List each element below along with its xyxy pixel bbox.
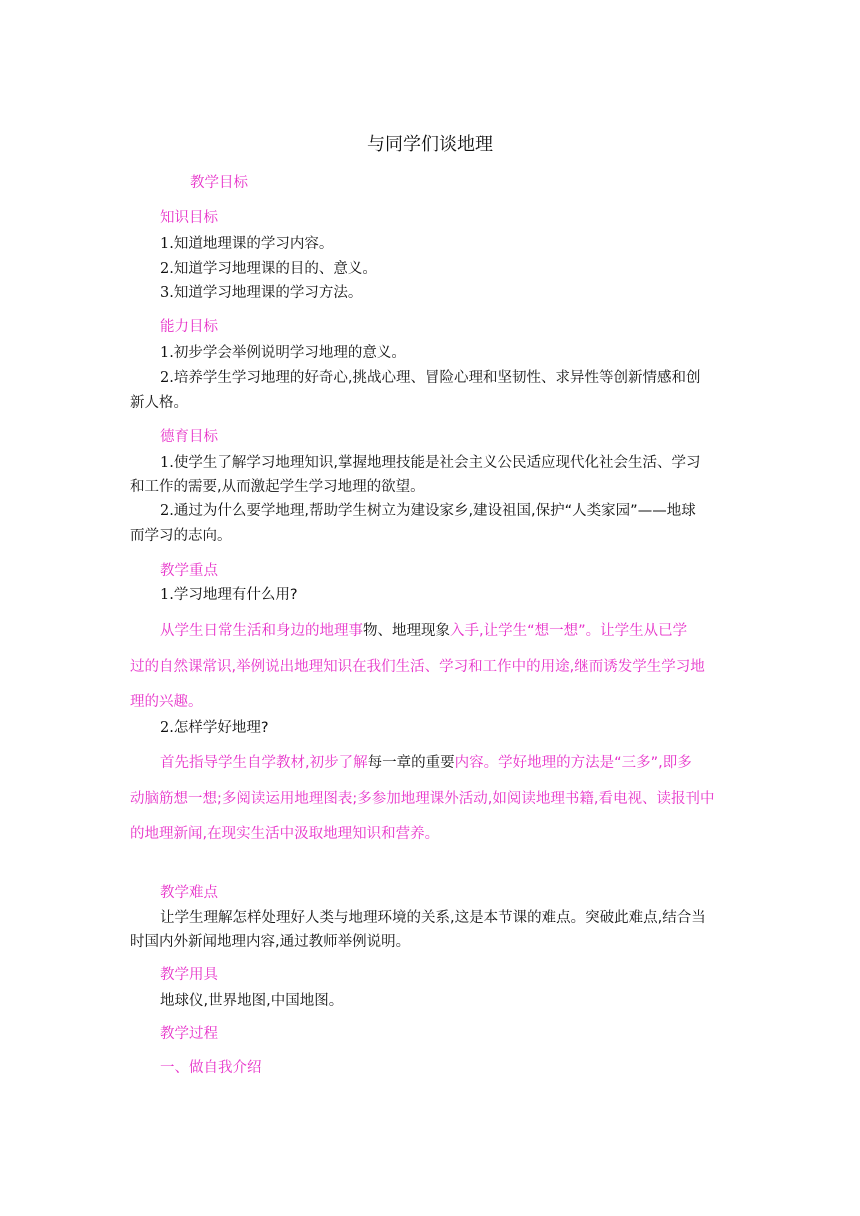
key-point-paragraph-1-line-3: 理的兴趣。 [130,694,203,710]
ability-goals-heading: 能力目标 [160,319,218,335]
key-point-paragraph-1-line-2: 过的自然课常识,举例说出地理知识在我们生活、学习和工作中的用途,继而诱发学生学习地 [130,659,705,675]
tools-heading: 教学用具 [160,967,218,983]
process-step-1: 一、做自我介绍 [160,1060,262,1076]
moral-item-2-line-2: 而学习的志向。 [130,528,232,544]
moral-goals-heading: 德育目标 [160,429,218,445]
ability-item-1: 1.初步学会举例说明学习地理的意义。 [160,345,406,361]
difficulty-line-2: 时国内外新闻地理内容,通过教师举例说明。 [130,934,411,950]
ability-item-2-line-1: 2.培养学生学习地理的好奇心,挑战心理、冒险心理和坚韧性、求异性等创新情感和创 [160,370,701,386]
knowledge-item-3: 3.知道学习地理课的学习方法。 [160,285,363,301]
difficulty-heading: 教学难点 [160,885,218,901]
key-points-heading: 教学重点 [160,563,218,579]
moral-item-1-line-2: 和工作的需要,从而激起学生学习地理的欲望。 [130,479,425,495]
ability-item-2-line-2: 新人格。 [130,395,188,411]
key-point-paragraph-2-line-2: 动脑筋想一想;多阅读运用地理图表;多参加地理课外活动,如阅读地理书籍,看电视、读报刊中 [130,791,715,807]
teaching-goals-heading: 教学目标 [190,175,248,191]
tools-text: 地球仪,世界地图,中国地图。 [160,993,344,1009]
document-title: 与同学们谈地理 [367,134,493,155]
key-point-paragraph-2-line-3: 的地理新闻,在现实生活中汲取地理知识和营养。 [130,826,440,842]
knowledge-item-1: 1.知道地理课的学习内容。 [160,236,334,252]
moral-item-1-line-1: 1.使学生了解学习地理知识,掌握地理技能是社会主义公民适应现代化社会生活、学习 [160,455,701,471]
knowledge-item-2: 2.知道学习地理课的目的、意义。 [160,261,377,277]
difficulty-line-1: 让学生理解怎样处理好人类与地理环境的关系,这是本节课的难点。突破此难点,结合当 [160,910,706,926]
knowledge-goals-heading: 知识目标 [160,210,218,226]
key-point-question-1: 1.学习地理有什么用? [160,587,298,603]
key-point-paragraph-1-line-1: 从学生日常生活和身边的地理事物、地理现象入手,让学生“想一想”。让学生从已学 [160,623,688,639]
moral-item-2-line-1: 2.通过为什么要学地理,帮助学生树立为建设家乡,建设祖国,保护“人类家园”——地球 [160,503,696,519]
process-heading: 教学过程 [160,1026,218,1042]
key-point-question-2: 2.怎样学好地理? [160,720,269,736]
key-point-paragraph-2-line-1: 首先指导学生自学教材,初步了解每一章的重要内容。学好地理的方法是“三多”,即多 [160,755,692,771]
